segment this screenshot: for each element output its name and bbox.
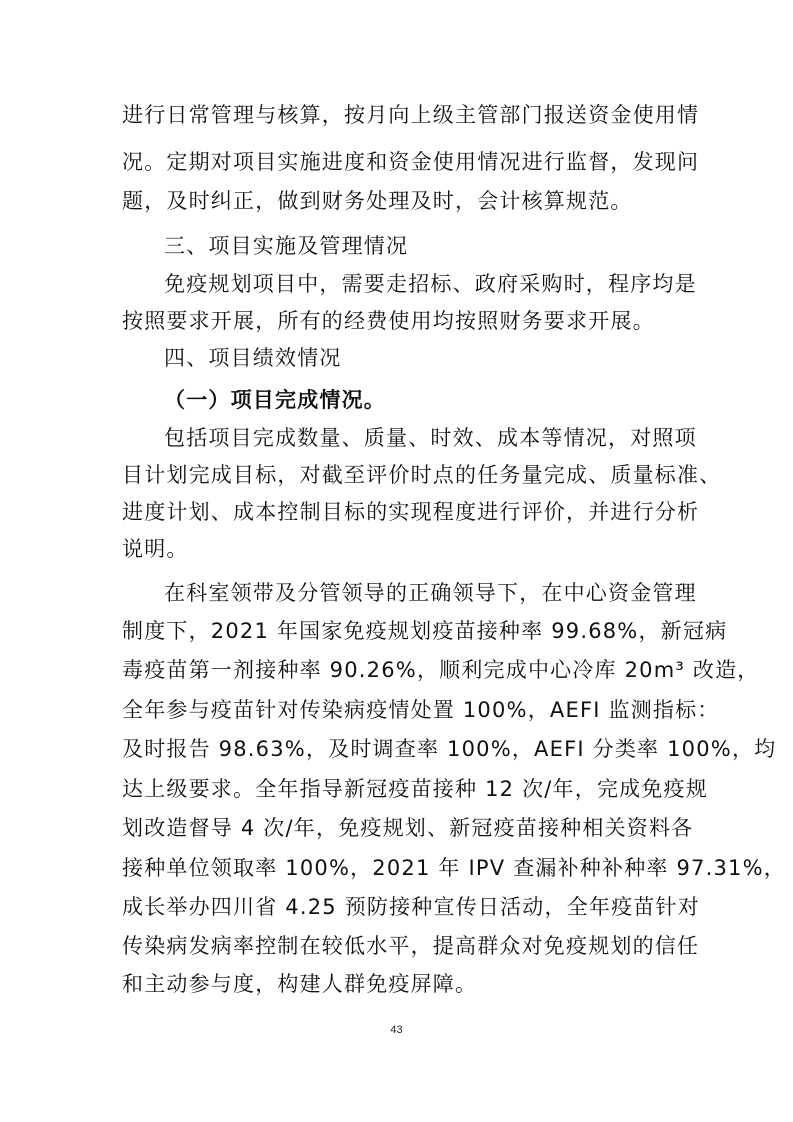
- paragraph-line: 包括项目完成数量、质量、时效、成本等情况，对照项: [164, 426, 697, 450]
- paragraph-line: 进度计划、成本控制目标的实现程度进行评价，并进行分析: [122, 500, 700, 524]
- paragraph-line: 免疫规划项目中，需要走招标、政府采购时，程序均是: [164, 272, 697, 296]
- paragraph-line: 传染病发病率控制在较低水平，提高群众对免疫规划的信任: [122, 934, 700, 958]
- paragraph-line: 成长举办四川省 4.25 预防接种宣传日活动，全年疫苗针对: [122, 895, 700, 919]
- paragraph-line: 接种单位领取率 100%，2021 年 IPV 查漏补种补种率 97.31%，: [122, 856, 786, 880]
- paragraph-line: 况。定期对项目实施进度和资金使用情况进行监督，发现问: [122, 150, 700, 174]
- paragraph-line: 目计划完成目标，对截至评价时点的任务量完成、质量标准、: [122, 463, 722, 487]
- paragraph-line: 及时报告 98.63%，及时调查率 100%，AEFI 分类率 100%，均: [122, 737, 777, 761]
- paragraph-line: 全年参与疫苗针对传染病疫情处置 100%，AEFI 监测指标：: [122, 698, 720, 722]
- paragraph-line: 划改造督导 4 次/年，免疫规划、新冠疫苗接种相关资料各: [122, 816, 694, 840]
- subsection-heading: （一）项目完成情况。: [164, 388, 386, 412]
- section-heading: 三、项目实施及管理情况: [164, 234, 409, 258]
- page-number: 43: [390, 1024, 403, 1036]
- paragraph-line: 按照要求开展，所有的经费使用均按照财务要求开展。: [122, 309, 655, 333]
- paragraph-line: 制度下，2021 年国家免疫规划疫苗接种率 99.68%，新冠病: [122, 619, 728, 643]
- paragraph-line: 达上级要求。全年指导新冠疫苗接种 12 次/年，完成免疫规: [122, 777, 708, 801]
- paragraph-line: 进行日常管理与核算，按月向上级主管部门报送资金使用情: [122, 103, 700, 127]
- section-heading: 四、项目绩效情况: [164, 346, 342, 370]
- paragraph-line: 说明。: [122, 537, 189, 561]
- paragraph-line: 和主动参与度，构建人群免疫屏障。: [122, 972, 478, 996]
- paragraph-line: 毒疫苗第一剂接种率 90.26%，顺利完成中心冷库 20m³ 改造，: [122, 658, 760, 682]
- paragraph-line: 题，及时纠正，做到财务处理及时，会计核算规范。: [122, 189, 633, 213]
- paragraph-line: 在科室领带及分管领导的正确领导下，在中心资金管理: [164, 581, 697, 605]
